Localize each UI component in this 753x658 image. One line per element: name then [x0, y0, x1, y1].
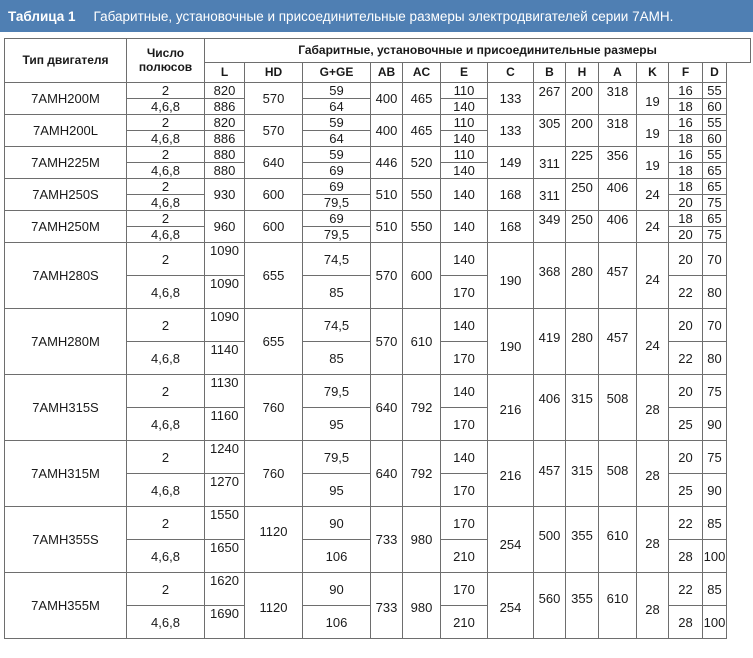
AB-cell: 733 [371, 573, 403, 639]
F-cell: 20 [669, 309, 703, 342]
F-cell: 20 [669, 441, 703, 474]
L-cell: 960 [205, 211, 245, 243]
A-cell: 356 [599, 147, 637, 179]
header-HD: HD [245, 63, 303, 83]
poles-cell: 4,6,8 [127, 474, 205, 507]
C-cell: 149 [488, 147, 534, 179]
K-cell: 19 [637, 147, 669, 179]
AB-cell: 400 [371, 83, 403, 115]
K-cell: 19 [637, 115, 669, 147]
HD-cell: 600 [245, 211, 303, 243]
AB-cell: 400 [371, 115, 403, 147]
dimensions-table [4, 38, 751, 639]
table-row [5, 243, 751, 276]
GGE-cell: 106 [303, 606, 371, 639]
header-AC: AC [403, 63, 441, 83]
K-cell: 24 [637, 211, 669, 243]
C-cell: 168 [488, 211, 534, 243]
F-cell: 16 [669, 115, 703, 131]
A-cell: 318 [599, 83, 637, 115]
L-cell: 1130 [205, 375, 245, 408]
F-cell: 28 [669, 606, 703, 639]
AC-cell: 792 [403, 441, 441, 507]
header-F: F [669, 63, 703, 83]
AC-cell: 980 [403, 507, 441, 573]
E-cell: 210 [441, 606, 488, 639]
D-cell: 65 [703, 211, 727, 227]
D-cell: 55 [703, 83, 727, 99]
header-K: K [637, 63, 669, 83]
header-H: H [566, 63, 599, 83]
D-cell: 75 [703, 441, 727, 474]
E-cell: 170 [441, 342, 488, 375]
H-cell: 280 [566, 309, 599, 375]
D-cell: 65 [703, 163, 727, 179]
C-cell: 168 [488, 179, 534, 211]
H-cell: 225 [566, 147, 599, 179]
L-cell: 1090 [205, 243, 245, 276]
B-cell: 368 [534, 243, 566, 309]
poles-cell: 4,6,8 [127, 99, 205, 115]
GGE-cell: 79,5 [303, 195, 371, 211]
HD-cell: 640 [245, 147, 303, 179]
A-cell: 406 [599, 179, 637, 211]
table-caption: Габаритные, установочные и присоединительные размеры электродвигателей серии 7АМН. [93, 8, 674, 24]
AC-cell: 600 [403, 243, 441, 309]
E-cell: 140 [441, 131, 488, 147]
B-cell: 419 [534, 309, 566, 375]
F-cell: 25 [669, 474, 703, 507]
D-cell: 75 [703, 195, 727, 211]
L-cell: 820 [205, 83, 245, 99]
GGE-cell: 85 [303, 276, 371, 309]
HD-cell: 1120 [245, 573, 303, 639]
L-cell: 1160 [205, 408, 245, 441]
L-cell: 1090 [205, 276, 245, 309]
GGE-cell: 79,5 [303, 227, 371, 243]
AB-cell: 570 [371, 243, 403, 309]
poles-cell: 2 [127, 573, 205, 606]
F-cell: 28 [669, 540, 703, 573]
AB-cell: 640 [371, 441, 403, 507]
AC-cell: 465 [403, 83, 441, 115]
F-cell: 20 [669, 375, 703, 408]
D-cell: 85 [703, 507, 727, 540]
A-cell: 406 [599, 211, 637, 243]
A-cell: 318 [599, 115, 637, 147]
header-G-GE: G+GE [303, 63, 371, 83]
A-cell: 457 [599, 243, 637, 309]
poles-cell: 2 [127, 507, 205, 540]
AB-cell: 446 [371, 147, 403, 179]
GGE-cell: 79,5 [303, 375, 371, 408]
header-AB: AB [371, 63, 403, 83]
table-row [5, 507, 751, 540]
C-cell: 133 [488, 115, 534, 147]
H-cell: 315 [566, 441, 599, 507]
motor-type: 7АМН315S [5, 375, 127, 441]
C-cell: 133 [488, 83, 534, 115]
poles-cell: 2 [127, 441, 205, 474]
GGE-cell: 59 [303, 115, 371, 131]
K-cell: 24 [637, 309, 669, 375]
GGE-cell: 69 [303, 163, 371, 179]
D-cell: 55 [703, 147, 727, 163]
AC-cell: 520 [403, 147, 441, 179]
table-row [5, 83, 751, 99]
F-cell: 20 [669, 243, 703, 276]
motor-type: 7АМН315М [5, 441, 127, 507]
A-cell: 610 [599, 507, 637, 573]
D-cell: 100 [703, 606, 727, 639]
HD-cell: 760 [245, 375, 303, 441]
E-cell: 140 [441, 211, 488, 243]
D-cell: 100 [703, 540, 727, 573]
H-cell: 280 [566, 243, 599, 309]
B-cell: 311 [534, 147, 566, 179]
L-cell: 886 [205, 131, 245, 147]
table-row [5, 179, 751, 195]
header-D: D [703, 63, 727, 83]
GGE-cell: 69 [303, 179, 371, 195]
D-cell: 70 [703, 243, 727, 276]
HD-cell: 655 [245, 309, 303, 375]
F-cell: 22 [669, 342, 703, 375]
L-cell: 1090 [205, 309, 245, 342]
L-cell: 1140 [205, 342, 245, 375]
H-cell: 250 [566, 179, 599, 211]
D-cell: 85 [703, 573, 727, 606]
GGE-cell: 95 [303, 408, 371, 441]
L-cell: 1270 [205, 474, 245, 507]
D-cell: 70 [703, 309, 727, 342]
L-cell: 880 [205, 163, 245, 179]
HD-cell: 570 [245, 83, 303, 115]
E-cell: 170 [441, 276, 488, 309]
K-cell: 28 [637, 375, 669, 441]
GGE-cell: 74,5 [303, 309, 371, 342]
motor-type: 7АМН200L [5, 115, 127, 147]
motor-type: 7АМН355М [5, 573, 127, 639]
C-cell: 216 [488, 441, 534, 507]
table-row [5, 147, 751, 163]
motor-type: 7АМН225М [5, 147, 127, 179]
header-C: C [488, 63, 534, 83]
K-cell: 24 [637, 243, 669, 309]
poles-cell: 2 [127, 83, 205, 99]
AC-cell: 610 [403, 309, 441, 375]
AC-cell: 550 [403, 211, 441, 243]
D-cell: 80 [703, 342, 727, 375]
A-cell: 508 [599, 441, 637, 507]
B-cell: 267 [534, 83, 566, 115]
table-row [5, 211, 751, 227]
HD-cell: 655 [245, 243, 303, 309]
F-cell: 18 [669, 163, 703, 179]
motor-type: 7АМН250М [5, 211, 127, 243]
GGE-cell: 95 [303, 474, 371, 507]
E-cell: 140 [441, 179, 488, 211]
poles-cell: 2 [127, 375, 205, 408]
HD-cell: 1120 [245, 507, 303, 573]
D-cell: 75 [703, 375, 727, 408]
F-cell: 20 [669, 195, 703, 211]
L-cell: 820 [205, 115, 245, 131]
F-cell: 20 [669, 227, 703, 243]
L-cell: 1550 [205, 507, 245, 540]
table-row [5, 441, 751, 474]
F-cell: 22 [669, 276, 703, 309]
E-cell: 170 [441, 408, 488, 441]
header-motor-type: Тип двигателя [5, 39, 127, 83]
GGE-cell: 90 [303, 507, 371, 540]
AC-cell: 465 [403, 115, 441, 147]
GGE-cell: 85 [303, 342, 371, 375]
AC-cell: 980 [403, 573, 441, 639]
table-row [5, 573, 751, 606]
L-cell: 1240 [205, 441, 245, 474]
D-cell: 90 [703, 408, 727, 441]
table-title-bar [0, 0, 753, 32]
H-cell: 250 [566, 211, 599, 243]
D-cell: 75 [703, 227, 727, 243]
header-A: A [599, 63, 637, 83]
poles-cell: 4,6,8 [127, 131, 205, 147]
AB-cell: 570 [371, 309, 403, 375]
L-cell: 1690 [205, 606, 245, 639]
GGE-cell: 64 [303, 131, 371, 147]
poles-cell: 4,6,8 [127, 227, 205, 243]
AB-cell: 510 [371, 211, 403, 243]
motor-type: 7АМН355S [5, 507, 127, 573]
AC-cell: 792 [403, 375, 441, 441]
poles-cell: 4,6,8 [127, 408, 205, 441]
GGE-cell: 69 [303, 211, 371, 227]
K-cell: 28 [637, 441, 669, 507]
E-cell: 170 [441, 507, 488, 540]
D-cell: 65 [703, 179, 727, 195]
K-cell: 28 [637, 573, 669, 639]
E-cell: 140 [441, 99, 488, 115]
D-cell: 55 [703, 115, 727, 131]
HD-cell: 570 [245, 115, 303, 147]
E-cell: 210 [441, 540, 488, 573]
poles-cell: 4,6,8 [127, 606, 205, 639]
header-poles: Число полюсов [127, 39, 205, 83]
table-number: Таблица 1 [8, 8, 76, 24]
GGE-cell: 59 [303, 147, 371, 163]
poles-cell: 2 [127, 243, 205, 276]
E-cell: 140 [441, 163, 488, 179]
H-cell: 355 [566, 573, 599, 639]
AB-cell: 640 [371, 375, 403, 441]
poles-cell: 2 [127, 211, 205, 227]
E-cell: 140 [441, 309, 488, 342]
poles-cell: 2 [127, 115, 205, 131]
poles-cell: 4,6,8 [127, 195, 205, 211]
F-cell: 18 [669, 131, 703, 147]
table-row [5, 115, 751, 131]
K-cell: 19 [637, 83, 669, 115]
A-cell: 457 [599, 309, 637, 375]
B-cell: 305 [534, 115, 566, 147]
poles-cell: 4,6,8 [127, 342, 205, 375]
L-cell: 886 [205, 99, 245, 115]
E-cell: 110 [441, 83, 488, 99]
D-cell: 60 [703, 99, 727, 115]
H-cell: 355 [566, 507, 599, 573]
HD-cell: 760 [245, 441, 303, 507]
motor-type: 7АМН200М [5, 83, 127, 115]
H-cell: 315 [566, 375, 599, 441]
poles-cell: 2 [127, 179, 205, 195]
motor-type: 7АМН280М [5, 309, 127, 375]
E-cell: 170 [441, 474, 488, 507]
E-cell: 140 [441, 375, 488, 408]
B-cell: 406 [534, 375, 566, 441]
L-cell: 1620 [205, 573, 245, 606]
header-B: B [534, 63, 566, 83]
E-cell: 110 [441, 147, 488, 163]
poles-cell: 4,6,8 [127, 276, 205, 309]
K-cell: 28 [637, 507, 669, 573]
GGE-cell: 74,5 [303, 243, 371, 276]
C-cell: 190 [488, 309, 534, 375]
H-cell: 200 [566, 83, 599, 115]
table-row [5, 375, 751, 408]
A-cell: 508 [599, 375, 637, 441]
F-cell: 18 [669, 99, 703, 115]
motor-type: 7АМН250S [5, 179, 127, 211]
F-cell: 16 [669, 83, 703, 99]
F-cell: 25 [669, 408, 703, 441]
poles-cell: 4,6,8 [127, 540, 205, 573]
B-cell: 560 [534, 573, 566, 639]
F-cell: 16 [669, 147, 703, 163]
E-cell: 140 [441, 243, 488, 276]
F-cell: 18 [669, 179, 703, 195]
poles-cell: 2 [127, 147, 205, 163]
motor-type: 7АМН280S [5, 243, 127, 309]
C-cell: 190 [488, 243, 534, 309]
C-cell: 216 [488, 375, 534, 441]
HD-cell: 600 [245, 179, 303, 211]
AC-cell: 550 [403, 179, 441, 211]
E-cell: 140 [441, 441, 488, 474]
A-cell: 610 [599, 573, 637, 639]
F-cell: 22 [669, 507, 703, 540]
AB-cell: 733 [371, 507, 403, 573]
B-cell: 311 [534, 179, 566, 211]
L-cell: 1650 [205, 540, 245, 573]
GGE-cell: 59 [303, 83, 371, 99]
AB-cell: 510 [371, 179, 403, 211]
F-cell: 18 [669, 211, 703, 227]
B-cell: 500 [534, 507, 566, 573]
C-cell: 254 [488, 507, 534, 573]
E-cell: 110 [441, 115, 488, 131]
H-cell: 200 [566, 115, 599, 147]
GGE-cell: 64 [303, 99, 371, 115]
header-L: L [205, 63, 245, 83]
GGE-cell: 90 [303, 573, 371, 606]
D-cell: 90 [703, 474, 727, 507]
L-cell: 930 [205, 179, 245, 211]
header-E: E [441, 63, 488, 83]
K-cell: 24 [637, 179, 669, 211]
F-cell: 22 [669, 573, 703, 606]
GGE-cell: 79,5 [303, 441, 371, 474]
D-cell: 80 [703, 276, 727, 309]
B-cell: 349 [534, 211, 566, 243]
table-row [5, 309, 751, 342]
poles-cell: 2 [127, 309, 205, 342]
E-cell: 170 [441, 573, 488, 606]
poles-cell: 4,6,8 [127, 163, 205, 179]
header-dimensions-group: Габаритные, установочные и присоединительные размеры [205, 39, 751, 63]
GGE-cell: 106 [303, 540, 371, 573]
B-cell: 457 [534, 441, 566, 507]
L-cell: 880 [205, 147, 245, 163]
D-cell: 60 [703, 131, 727, 147]
C-cell: 254 [488, 573, 534, 639]
